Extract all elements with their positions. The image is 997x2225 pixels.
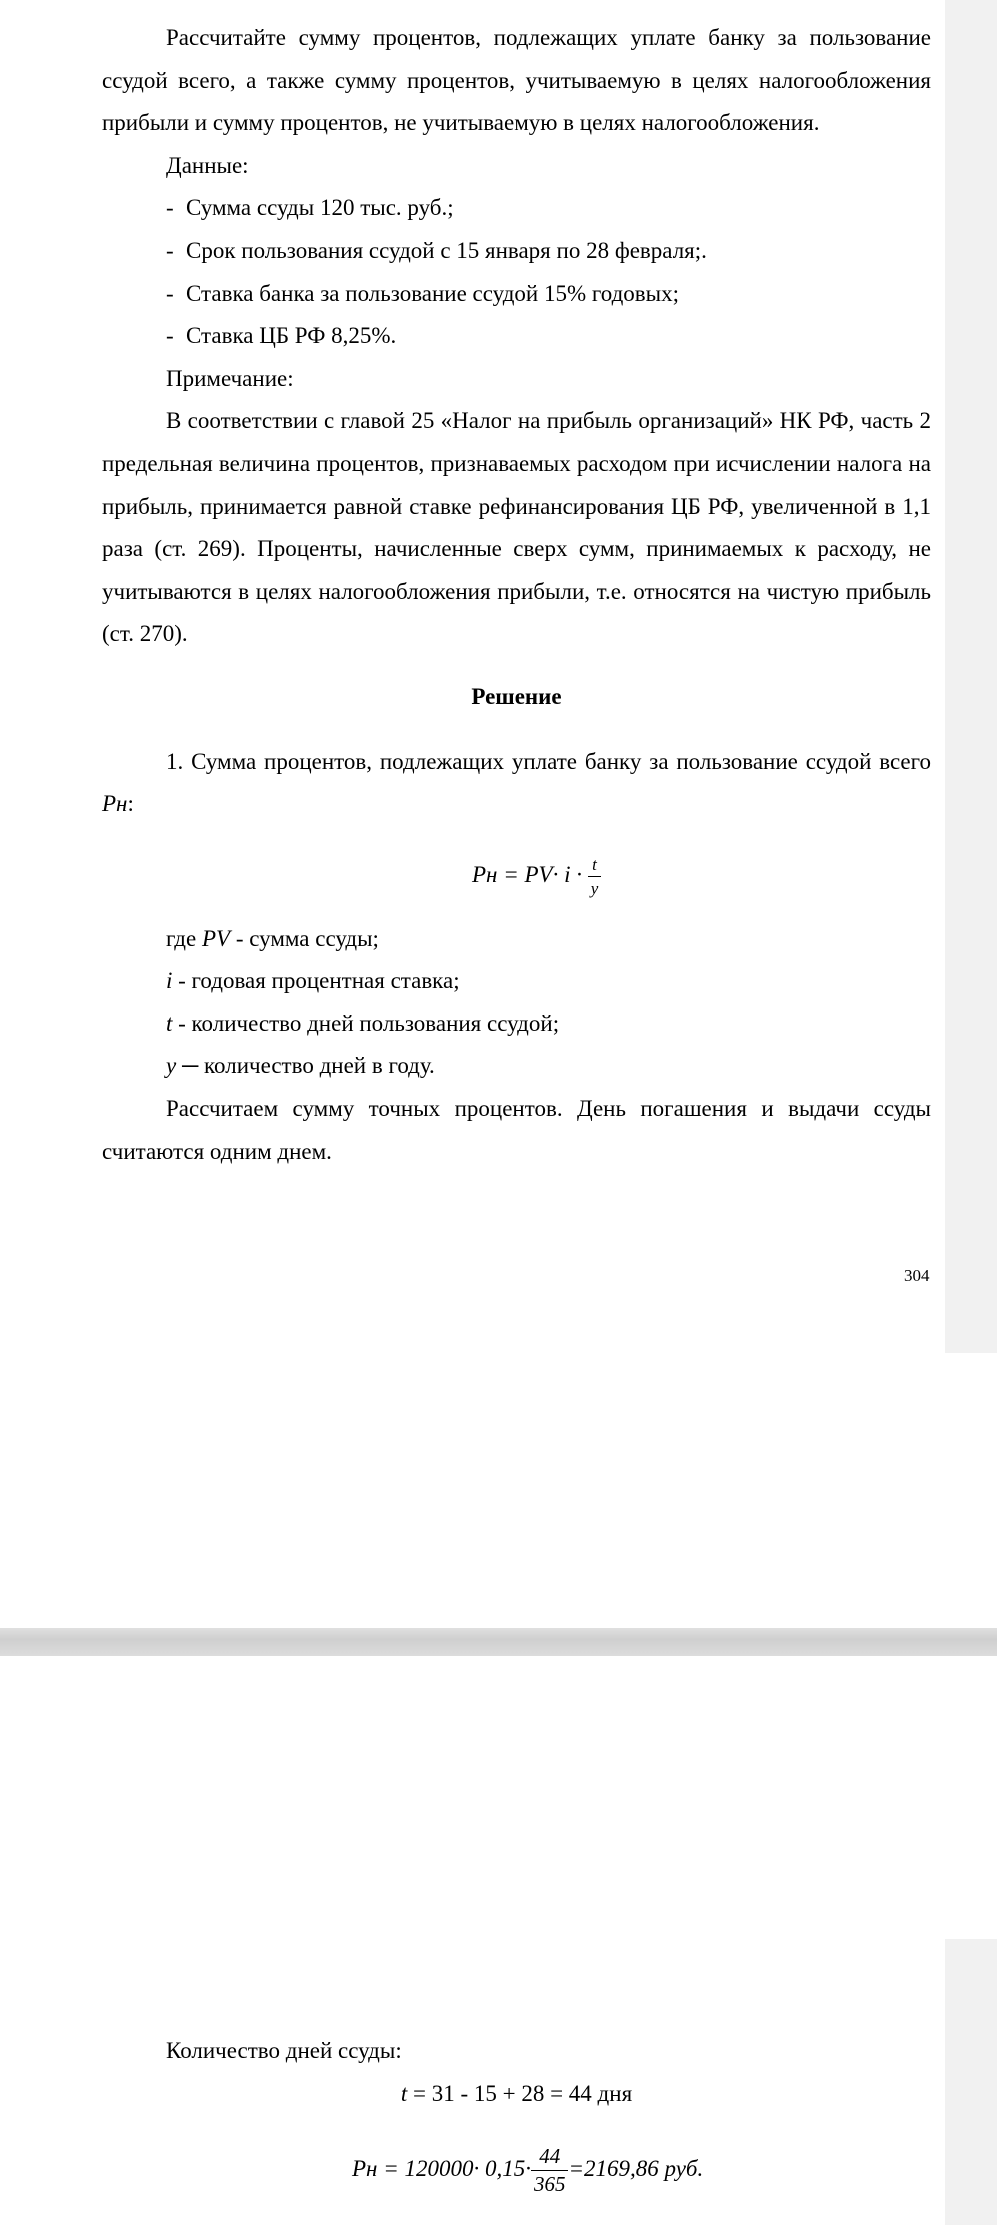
days-label: Количество дней ссуды: — [166, 2038, 402, 2063]
page-1-content — [102, 17, 931, 1173]
where-item: где PV - сумма ссуды; — [166, 925, 379, 951]
step1-paragraph: 1. Сумма процентов, подлежащих уплате банку за пользование ссудой всего Pн: — [102, 748, 931, 817]
page-number: 304 — [904, 1266, 930, 1285]
result-formula: Pн = 120000· 0,15· $\frac{44}{365}$ =2169,86 руб. — [352, 2144, 704, 2196]
where-item: y ─ количество дней в году. — [166, 1053, 435, 1079]
page-separator — [0, 1628, 997, 1656]
fraction-numerator: 44 — [539, 2144, 561, 2168]
where-item: i - годовая процентная ставка; — [166, 968, 460, 994]
note-paragraph: В соответствии с главой 25 «Налог на прибыль организаций» НК РФ, часть 2 предельная величина процентов, признаваемых расходом при исчислении налога на прибыль, принимается равной ставке рефинансирования ЦБ РФ, увеличенной в 1,1 раза (ст. 269). Проценты, начисленные сверх сумм, принимаемых к расходу, не учитываются в целях налогообложения прибыли, т.е. относятся на чистую прибыль (ст. 270). — [102, 408, 931, 647]
fraction-denominator: 365 — [531, 2170, 569, 2195]
list-item: - Сумма ссуды 120 тыс. руб.; — [166, 195, 454, 221]
task-paragraph: Рассчитайте сумму процентов, подлежащих уплате банку за пользование ссудой всего, а также сумму процентов, учитываемую в целях налогообложения прибыли и сумму процентов, не учитываемую в целях налогообложения. — [102, 25, 931, 136]
solution-heading: Решение — [471, 683, 562, 709]
data-label: Данные: — [166, 152, 249, 178]
page-1-right-margin — [945, 0, 997, 1353]
fraction-denominator: y — [588, 876, 602, 897]
page-2-content — [102, 2030, 931, 2115]
list-item: - Ставка ЦБ РФ 8,25%. — [166, 323, 397, 349]
document-page-2 — [0, 1656, 997, 2225]
note-label: Примечание: — [166, 365, 294, 391]
fraction-numerator: t — [592, 854, 597, 874]
list-item: - Срок пользования ссудой с 15 января по 28 февраля;. — [166, 237, 707, 263]
page-2-right-margin — [945, 1939, 997, 2225]
list-item: - Ставка банка за пользование ссудой 15% годовых; — [166, 280, 679, 306]
days-formula: t = 31 - 15 + 28 = 44 дня — [400, 2080, 633, 2106]
interest-formula: Pн = PV· i · $\frac{t}{y}$ — [102, 830, 931, 918]
where-item: t - количество дней пользования ссудой; — [166, 1010, 560, 1036]
calc-paragraph: Рассчитаем сумму точных процентов. День погашения и выдачи ссуды считаются одним днем. — [102, 1096, 931, 1164]
